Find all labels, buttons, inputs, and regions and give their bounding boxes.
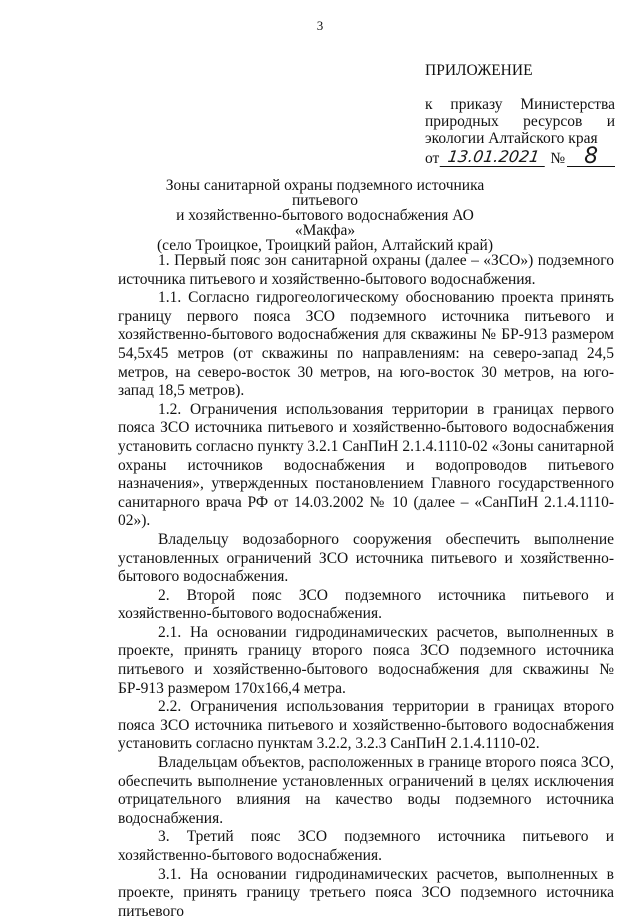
appendix-block bbox=[425, 62, 615, 167]
order-date-handwritten: 13.01.2021 bbox=[440, 148, 548, 167]
paragraph-3: 3. Третий пояс ЗСО подземного источника питьевого и хозяйственно-бытового водоснабжения. bbox=[118, 828, 614, 864]
paragraph-1-1: 1.1. Согласно гидрогеологическому обоснованию проекта принять границу первого пояса ЗСО подземного источника питьевого и хозяйственно-бытового водоснабжения для скважины № БР-913 размером 54,5х45 метров (от скважины по направлениям: на северо-запад 24,5 метров, на северо-восток 30 метров, на юго-восток 30 метров, на юго-запад 18,5 метров). bbox=[118, 289, 614, 400]
appendix-title: ПРИЛОЖЕНИЕ bbox=[425, 62, 533, 79]
appendix-reference: к приказу Министерства природных ресурсов и экологии Алтайского края bbox=[425, 96, 615, 147]
number-label: № bbox=[550, 150, 566, 167]
page-number: 3 bbox=[316, 18, 324, 33]
title-line-3: (село Троицкое, Троицкий район, Алтайский край) bbox=[157, 237, 493, 254]
order-date-line bbox=[425, 144, 615, 169]
paragraph-3-1: 3.1. На основании гидродинамических расчетов, выполненных в проекте, принять границу третьего пояса ЗСО подземного источника питьевого bbox=[118, 865, 614, 920]
paragraph-owner-1: Владельцу водозаборного сооружения обеспечить выполнение установленных ограничений ЗСО источника питьевого и хозяйственно-бытового водоснабжения. bbox=[118, 530, 614, 586]
paragraph-2: 2. Второй пояс ЗСО подземного источника питьевого и хозяйственно-бытового водоснабжения. bbox=[118, 586, 614, 623]
paragraph-1-2: 1.2. Ограничения использования территории в границах первого пояса ЗСО источника питьевого и хозяйственно-бытового водоснабжения установить согласно пункту 3.2.1 СанПиН 2.1.4.1110-02 «Зоны санитарной охраны источников водоснабжения и водопроводов питьевого назначения», утвержденных постановлением Главного государственного санитарного врача РФ от 14.03.2002 № 10 (далее – «СанПиН 2.1.4.1110-02»). bbox=[118, 400, 614, 530]
order-number-handwritten: 8 bbox=[567, 148, 615, 167]
paragraph-2-1: 2.1. На основании гидродинамических расчетов, выполненных в проекте, принять границу второго пояса ЗСО подземного источника питьевого и хозяйственно-бытового водоснабжения для скважины № БР-913 размером 170х166,4 метра. bbox=[118, 623, 614, 697]
title-line-2: и хозяйственно-бытового водоснабжения АО «Макфа» bbox=[176, 207, 474, 239]
title-line-1: Зоны санитарной охраны подземного источника питьевого bbox=[165, 177, 485, 209]
document-body bbox=[118, 252, 614, 921]
document-title bbox=[150, 178, 500, 253]
paragraph-2-2: 2.2. Ограничения использования территории в границах второго пояса ЗСО источника питьевого и хозяйственно-бытового водоснабжения установить согласно пунктам 3.2.2, 3.2.3 СанПиН 2.1.4.1110-02. bbox=[118, 698, 614, 753]
date-prefix: от bbox=[425, 150, 440, 167]
paragraph-owners-2: Владельцам объектов, расположенных в границе второго пояса ЗСО, обеспечить выполнение установленных ограничений в целях исключения отрицательного влияния на качество воды подземного источника водоснабжения. bbox=[118, 754, 614, 827]
paragraph-1: 1. Первый пояс зон санитарной охраны (далее – «ЗСО») подземного источника питьевого и хозяйственно-бытового водоснабжения. bbox=[118, 252, 614, 288]
